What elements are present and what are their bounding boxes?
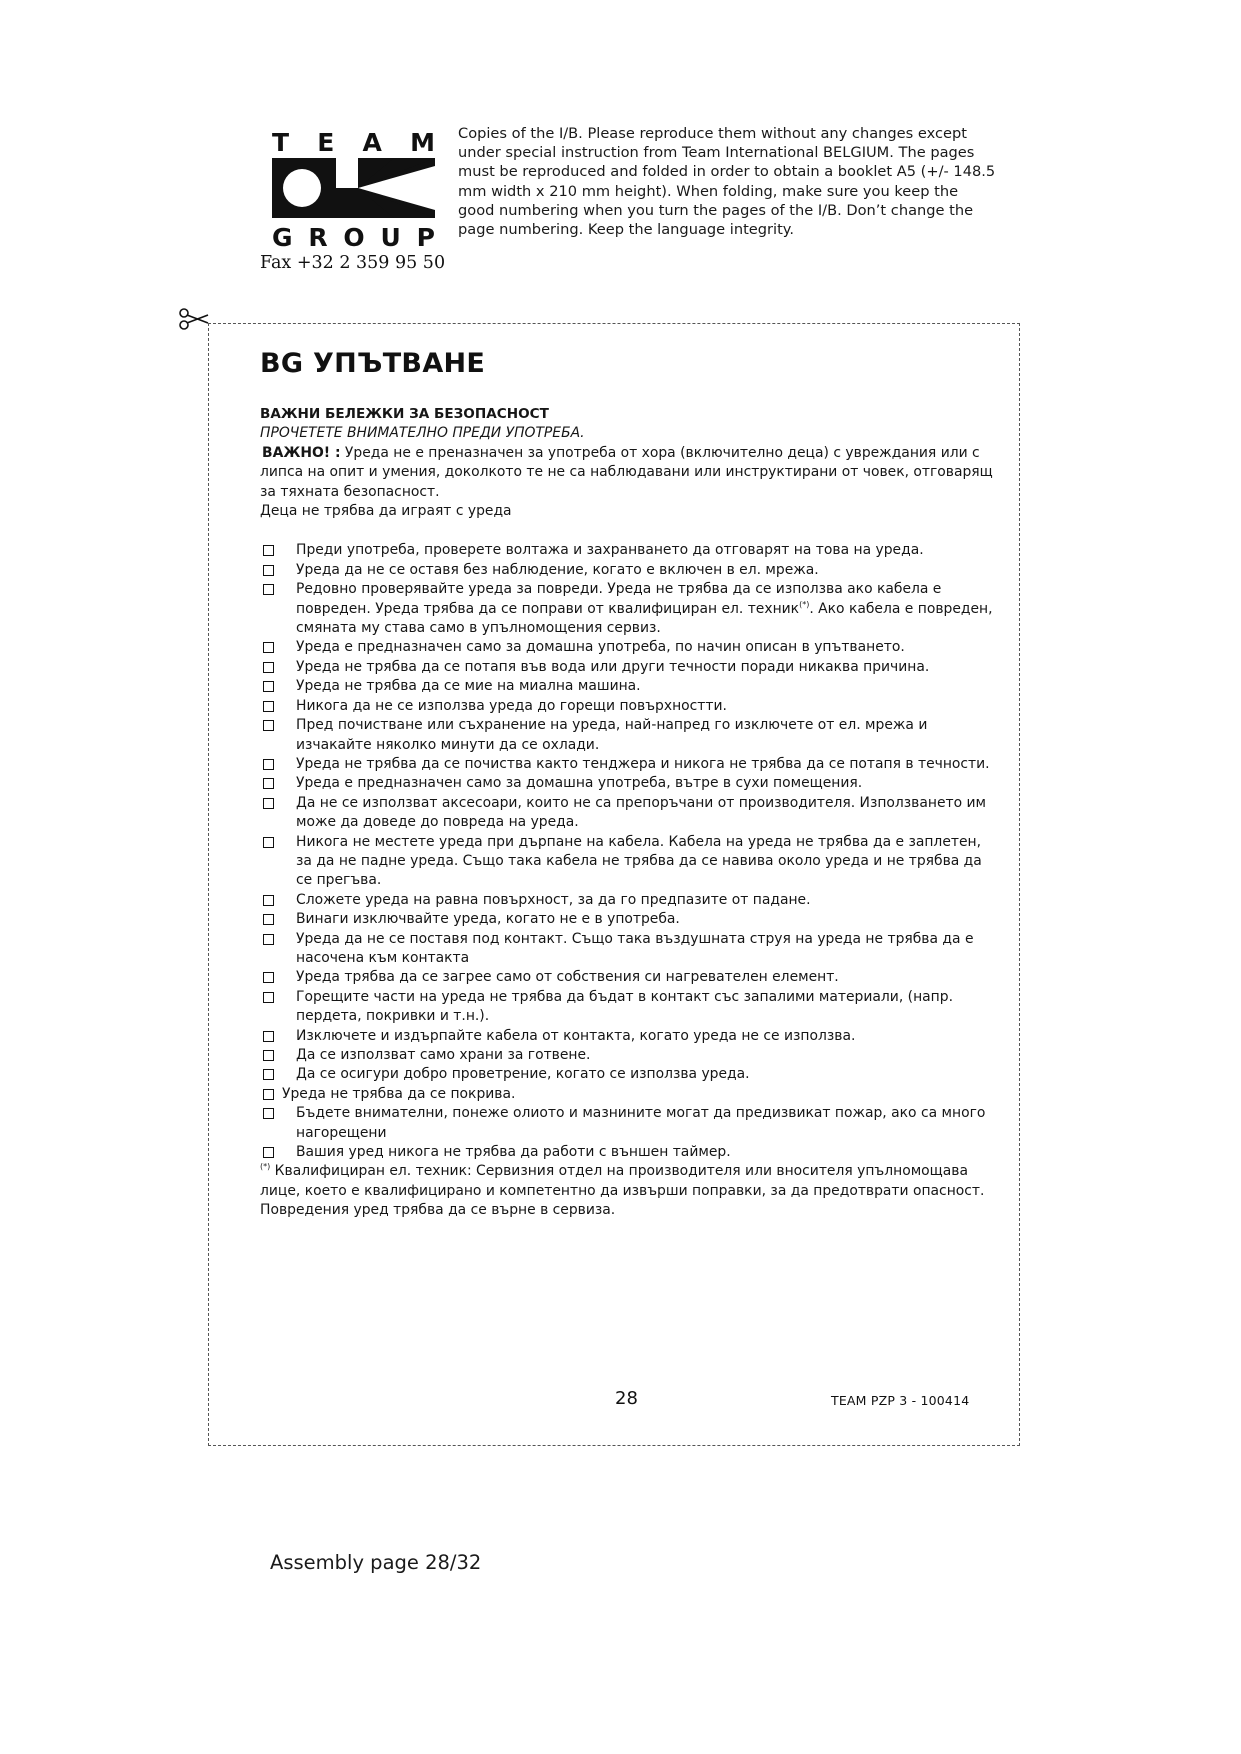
safety-list xyxy=(260,541,1000,1162)
checkbox-bullet-icon xyxy=(263,681,274,692)
list-item: Уреда трябва да се загрее само от собствения си нагревателен елемент. xyxy=(260,968,1000,987)
important-text: Уреда не е преназначен за употреба от хора (включително деца) с увреждания или с липса на опит и умения, доколкото те не са наблюдавани или инструктирани от човек, отговарящ за тяхната безопасност. xyxy=(260,444,993,500)
list-item: Преди употреба, проверете волтажа и захранването да отговарят на това на уреда. xyxy=(260,541,1000,560)
section-heading: ВАЖНИ БЕЛЕЖКИ ЗА БЕЗОПАСНОСТ xyxy=(260,406,549,422)
team-k-logo-icon xyxy=(272,158,435,218)
list-item: Никога не местете уреда при дърпане на кабела. Кабела на уреда не трябва да е заплетен, за да не падне уреда. Също така кабела не трябва да се навива около уреда и не трябва да се прегъва. xyxy=(260,833,1000,891)
list-item: Бъдете внимателни, понеже олиото и мазнините могат да предизвикат пожар, ако са много нагорещени xyxy=(260,1104,1000,1143)
list-item: Уреда да не се оставя без наблюдение, когато е включен в ел. мрежа. xyxy=(260,561,1000,580)
checkbox-bullet-icon xyxy=(263,1031,274,1042)
checkbox-bullet-icon xyxy=(263,778,274,789)
list-item: Да се използват само храни за готвене. xyxy=(260,1046,1000,1065)
footnote-ref: (*) xyxy=(799,599,810,609)
document-code: TEAM PZP 3 - 100414 xyxy=(831,1393,970,1408)
list-item: Уреда не трябва да се мие на миална машина. xyxy=(260,677,1000,696)
page-number: 28 xyxy=(615,1388,638,1409)
logo-bottom-word: G R O U P xyxy=(272,223,435,252)
checkbox-bullet-icon xyxy=(263,934,274,945)
checkbox-bullet-icon xyxy=(263,584,274,595)
list-item: Пред почистване или съхранение на уреда, най-напред го изключете от ел. мрежа и изчакайте няколко минути да се охлади. xyxy=(260,716,1000,755)
list-item: Уреда е предназначен само за домашна употреба, вътре в сухи помещения. xyxy=(260,774,1000,793)
checkbox-bullet-icon xyxy=(263,565,274,576)
checkbox-bullet-icon xyxy=(263,720,274,731)
logo-top-word: T E A M xyxy=(272,128,435,157)
checkbox-bullet-icon xyxy=(263,895,274,906)
list-item: Уреда не трябва да се почиства както тенджера и никога не трябва да се потапя в течности. xyxy=(260,755,1000,774)
team-group-logo xyxy=(260,128,446,273)
read-note: ПРОЧЕТЕТЕ ВНИМАТЕЛНО ПРЕДИ УПОТРЕБА. xyxy=(260,425,585,442)
list-item: Горещите части на уреда не трябва да бъдат в контакт със запалими материали, (напр. пердета, покривки и т.н.). xyxy=(260,988,1000,1027)
checkbox-bullet-icon xyxy=(263,798,274,809)
list-item: Никога да не се използва уреда до горещи повърхностти. xyxy=(260,697,1000,716)
checkbox-bullet-icon xyxy=(263,545,274,556)
list-item: Вашия уред никога не трябва да работи с външен таймер. xyxy=(260,1143,1000,1162)
important-label: ВАЖНО! : xyxy=(262,444,341,461)
checkbox-bullet-icon xyxy=(263,992,274,1003)
list-item: Да не се използват аксесоари, които не са препоръчани от производителя. Използването им може да доведе до повреда на уреда. xyxy=(260,794,1000,833)
list-item: Уреда да не се поставя под контакт. Също така въздушната струя на уреда не трябва да е насочена към контакта xyxy=(260,930,1000,969)
checkbox-bullet-icon xyxy=(263,1050,274,1061)
checkbox-bullet-icon xyxy=(263,1069,274,1080)
fax-number: Fax +32 2 359 95 50 xyxy=(260,253,446,273)
checkbox-bullet-icon xyxy=(263,837,274,848)
checkbox-bullet-icon xyxy=(263,662,274,673)
checkbox-bullet-icon xyxy=(263,914,274,925)
reproduction-notice: Copies of the I/B. Please reproduce them without any changes except under special instruction from Team International BELGIUM. The pages must be reproduced and folded in order to obtain a booklet A5 (+/- 148.5 mm width x 210 mm height). When folding, make sure you keep the good numbering when you turn the pages of the I/B. Don’t change the page numbering. Keep the language integrity. xyxy=(458,125,996,239)
children-note: Деца не трябва да играят с уреда xyxy=(260,503,512,520)
checkbox-bullet-icon xyxy=(263,1108,274,1119)
footnote-text: Квалифициран ел. техник: Сервизния отдел на производителя или вносителя упълномощава лице, което е квалифицирано и компетентно да извърши поправки, за да предотврати опасност. Повредения уред трябва да се върне в сервиза. xyxy=(260,1163,985,1219)
list-item: Сложете уреда на равна повърхност, за да го предпазите от падане. xyxy=(260,891,1000,910)
scissors-icon xyxy=(178,307,210,331)
list-item: Редовно проверявайте уреда за повреди. Уреда не трябва да се използва ако кабела е повреден. Уреда трябва да се поправи от квалифициран ел. техник(*). Ако кабела е повреден, смяната му става само в упълномощения сервиз. xyxy=(260,580,1000,638)
list-item: Уреда не трябва да се потапя във вода или други течности поради никаква причина. xyxy=(260,658,1000,677)
checkbox-bullet-icon xyxy=(263,642,274,653)
checkbox-bullet-icon xyxy=(263,1089,274,1100)
safety-content xyxy=(260,405,1000,1221)
important-paragraph xyxy=(260,444,1000,502)
checkbox-bullet-icon xyxy=(263,759,274,770)
checkbox-bullet-icon xyxy=(263,701,274,712)
list-item: Изключете и издърпайте кабела от контакта, когато уреда не се използва. xyxy=(260,1027,1000,1046)
list-item: Уреда е предназначен само за домашна употреба, по начин описан в упътването. xyxy=(260,638,1000,657)
list-item: Винаги изключвайте уреда, когато не е в употреба. xyxy=(260,910,1000,929)
footnote-marker: (*) xyxy=(260,1162,271,1172)
checkbox-bullet-icon xyxy=(263,1147,274,1158)
checkbox-bullet-icon xyxy=(263,972,274,983)
list-item: Уреда не трябва да се покрива. xyxy=(260,1085,1000,1104)
assembly-page-label: Assembly page 28/32 xyxy=(270,1551,482,1574)
footnote xyxy=(260,1162,1000,1220)
list-item: Да се осигури добро проветрение, когато се използва уреда. xyxy=(260,1065,1000,1084)
page-title: BG УПЪТВАНЕ xyxy=(260,348,486,379)
